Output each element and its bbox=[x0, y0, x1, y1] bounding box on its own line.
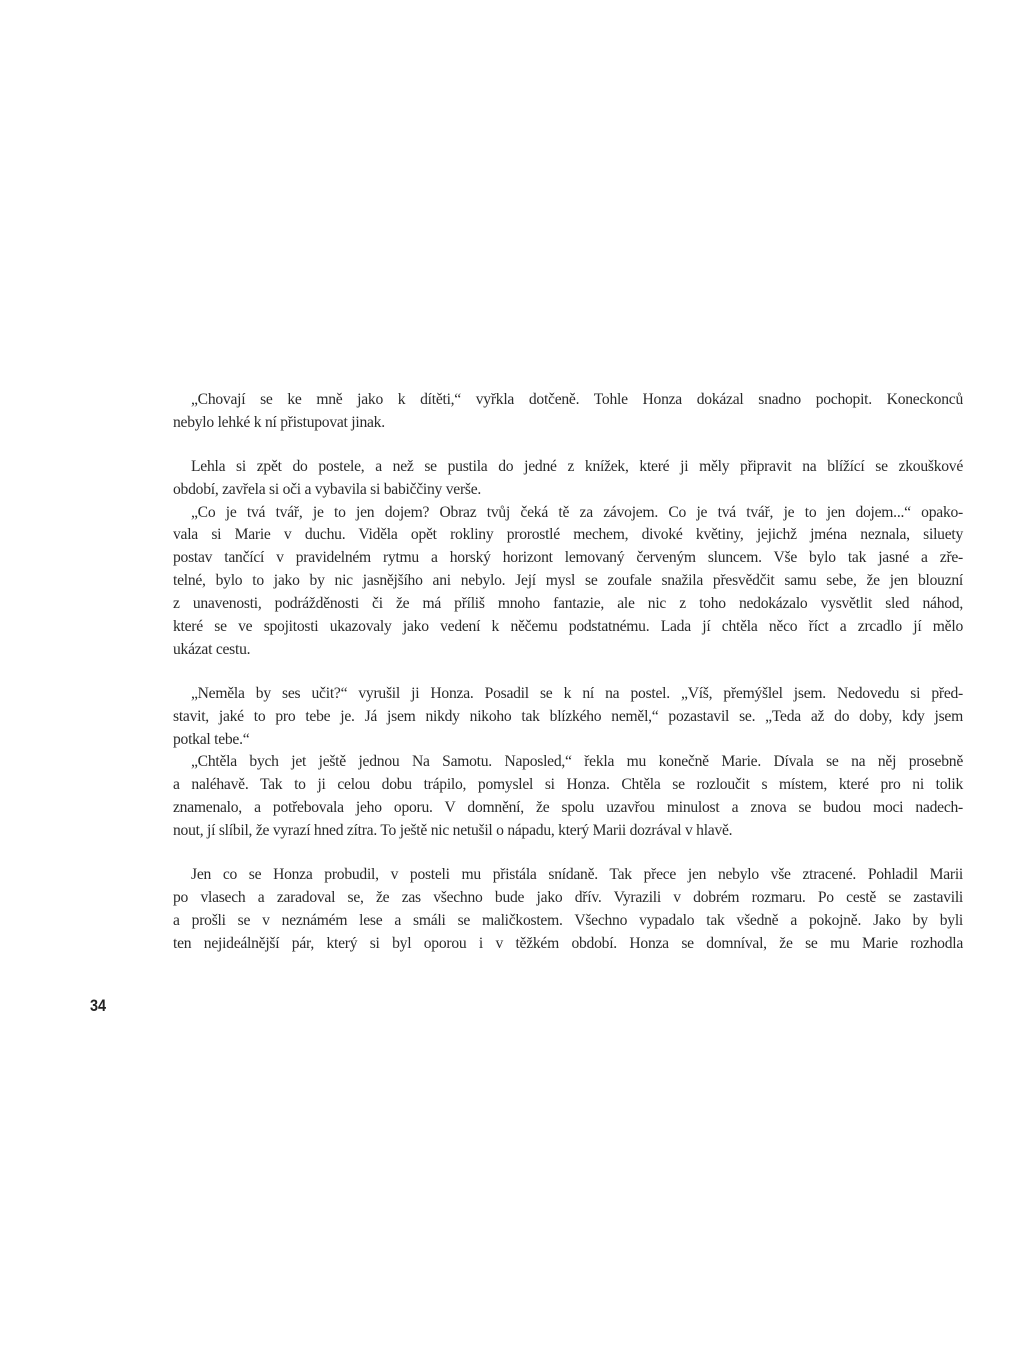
text-line: „Chovají se ke mně jako k dítěti,“ vyřkla dotčeně. Tohle Honza dokázal snadno pochopit. Koneckonců bbox=[191, 391, 963, 408]
text-line: po vlasech a zaradoval se, že zas všechno bude jako dřív. Vyrazili v dobrém rozmaru. Po cestě se zastavili bbox=[173, 888, 963, 906]
paragraph bbox=[173, 456, 963, 502]
text-line: období, zavřela si oči a vybavila si babiččiny verše. bbox=[173, 480, 482, 498]
paragraph bbox=[173, 389, 963, 435]
text-line: ten nejideálnější pár, který si byl oporou i v těžkém období. Honza se domníval, že se mu Marie rozhodla bbox=[173, 934, 963, 952]
text-line: nout, jí slíbil, že vyrazí hned zítra. To ještě nic netušil o nápadu, který Marii dozrával v hlavě. bbox=[173, 822, 733, 840]
text-line: a prošli se v neznámém lese a smáli se maličkostem. Všechno vypadalo tak všedně a pokojně. Jako by byli bbox=[173, 911, 963, 929]
body-text bbox=[173, 389, 963, 956]
text-line: „Neměla by ses učit?“ vyrušil ji Honza. Posadil se k ní na postel. „Víš, přemýšlel jsem. Nedovedu si před- bbox=[191, 684, 963, 702]
text-line: nebylo lehké k ní přistupovat jinak. bbox=[173, 413, 385, 431]
text-line: Jen co se Honza probudil, v posteli mu přistála snídaně. Tak přece jen nebylo vše ztracené. Pohladil Marii bbox=[191, 866, 963, 884]
paragraph bbox=[173, 751, 963, 843]
paragraph-gap bbox=[173, 662, 963, 683]
text-line: z unavenosti, podrážděnosti či že má příliš mnoho fantazie, ale nic z toho nedokázalo vysvětlit sled náhod, bbox=[173, 595, 963, 613]
text-line: telné, bylo to jako by nic jasnějšího ani nebylo. Její mysl se zoufale snažila přesvědčit samu sebe, že jen blouzní bbox=[173, 572, 963, 590]
text-line: Lehla si zpět do postele, a než se pustila do jedné z knížek, které ji měly připravit na blížící se zkouškové bbox=[191, 457, 963, 475]
page-number: 34 bbox=[90, 996, 107, 1015]
text-line: znamenalo, a potřebovala jeho oporu. V domnění, že spolu uzavřou minulost a znova se budou moci nadech- bbox=[173, 799, 963, 817]
text-line: „Chtěla bych jet ještě jednou Na Samotu. Naposled,“ řekla mu konečně Marie. Dívala se na něj prosebně bbox=[191, 753, 963, 771]
paragraph bbox=[173, 502, 963, 662]
text-line: a naléhavě. Tak to ji celou dobu trápilo, pomyslel si Honza. Chtěla se rozloučit s místem, které pro ni tolik bbox=[173, 776, 963, 794]
text-line: postav tančící v pravidelném rytmu a horský horizont lemovaný červeným sluncem. Vše bylo tak jasné a zře- bbox=[173, 549, 963, 567]
paragraph bbox=[173, 683, 963, 752]
paragraph bbox=[173, 864, 963, 956]
paragraph-gap bbox=[173, 843, 963, 864]
text-line: vala si Marie v duchu. Viděla opět rokliny prorostlé mechem, divoké květiny, jejichž jména neznala, siluety bbox=[173, 526, 963, 544]
text-line: které se ve spojitosti ukazovaly jako vedení k něčemu podstatnému. Lada jí chtěla něco říct a zrcadlo jí mělo bbox=[173, 618, 963, 636]
text-line: „Co je tvá tvář, je to jen dojem? Obraz tvůj čeká tě za závojem. Co je tvá tvář, je to jen dojem...“ opako- bbox=[191, 503, 963, 521]
text-line: potkal tebe.“ bbox=[173, 730, 250, 748]
text-line: stavit, jaké to pro tebe je. Já jsem nikdy nikoho tak blízkého neměl,“ pozastavil se. „Teda až do doby, kdy jsem bbox=[173, 707, 963, 725]
paragraph-gap bbox=[173, 435, 963, 456]
text-line: ukázat cestu. bbox=[173, 640, 251, 658]
